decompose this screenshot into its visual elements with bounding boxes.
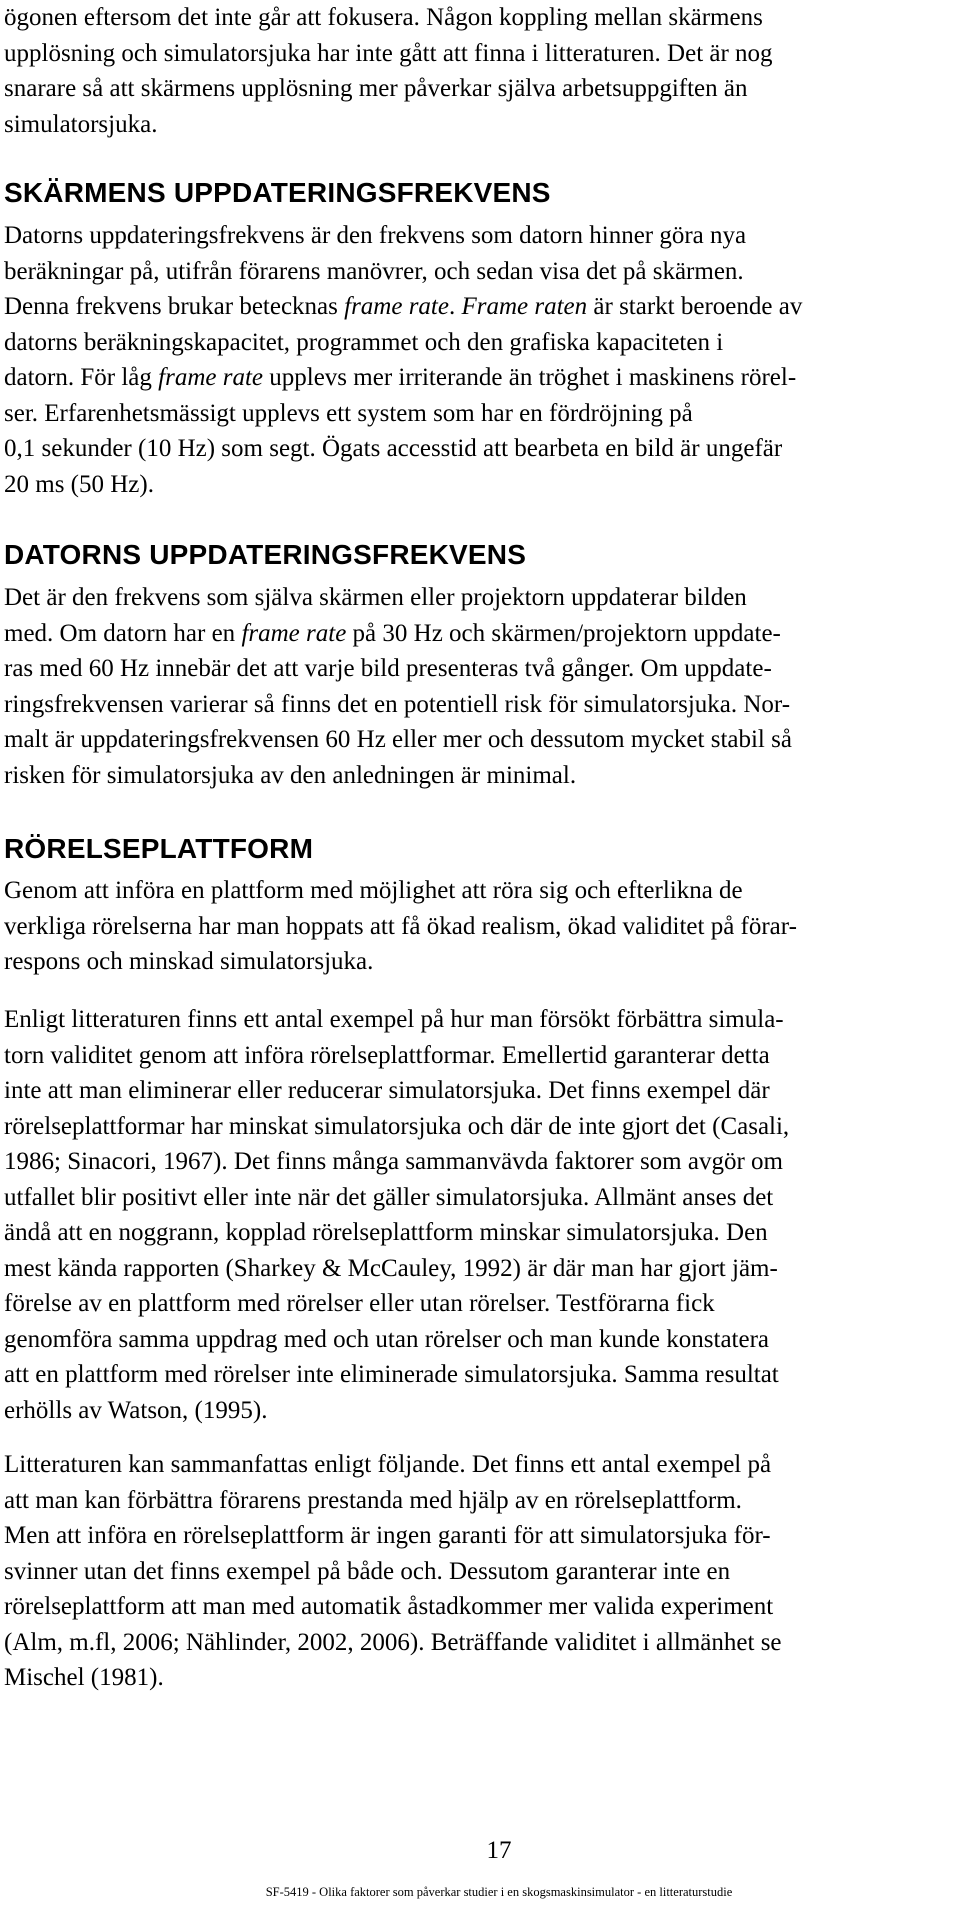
text-line: 0,1 sekunder (10 Hz) som segt. Ögats accesstid att bearbeta en bild är ungefär xyxy=(4,435,783,462)
text-line: utfallet blir positivt eller inte när det gäller simulatorsjuka. Allmänt anses det xyxy=(4,1183,774,1211)
text-line: respons och minskad simulatorsjuka. xyxy=(4,948,374,975)
text-line: Denna frekvens brukar betecknas frame rate. Frame raten är starkt beroende av xyxy=(4,293,803,320)
page-number: 17 xyxy=(486,1837,512,1864)
section2-paragraph xyxy=(4,580,792,793)
text-line: beräkningar på, utifrån förarens manövrer, och sedan visa det på skärmen. xyxy=(4,257,744,285)
document-page xyxy=(4,0,956,1909)
section3-paragraph-3 xyxy=(4,1447,782,1696)
emphasis-frame-rate: frame rate xyxy=(241,619,347,647)
intro-paragraph xyxy=(4,0,773,142)
text-line: ser. Erfarenhetsmässigt upplevs ett system som har en fördröjning på xyxy=(4,399,693,427)
text-line: (Alm, m.fl, 2006; Nählinder, 2002, 2006). Beträffande validitet i allmänhet se xyxy=(4,1628,782,1656)
text-line: risken för simulatorsjuka av den anledningen är minimal. xyxy=(4,761,577,789)
text-line: ändå att en noggrann, kopplad rörelseplattform minskar simulatorsjuka. Den xyxy=(4,1219,768,1246)
section-heading-datorns-uppdateringsfrekvens: DATORNS UPPDATERINGSFREKVENS xyxy=(4,539,527,570)
text-line: erhölls av Watson, (1995). xyxy=(4,1396,268,1424)
text-line: ras med 60 Hz innebär det att varje bild presenteras två gånger. Om uppdate- xyxy=(4,655,772,682)
text-line: genomföra samma uppdrag med och utan rörelser och man kunde konstatera xyxy=(4,1325,770,1353)
section-heading-rorelseplattform: RÖRELSEPLATTFORM xyxy=(4,833,314,864)
text-line: rörelseplattform att man med automatik åstadkommer mer valida experiment xyxy=(4,1593,774,1620)
section-heading-skarmens-uppdateringsfrekvens: SKÄRMENS UPPDATERINGSFREKVENS xyxy=(4,177,551,208)
section3-paragraph-2 xyxy=(4,1002,789,1428)
text-line: simulatorsjuka. xyxy=(4,110,158,138)
text-line: snarare så att skärmens upplösning mer påverkar själva arbetsuppgiften än xyxy=(4,75,748,102)
text-line: att en plattform med rörelser inte eliminerade simulatorsjuka. Samma resultat xyxy=(4,1361,779,1388)
text-line: malt är uppdateringsfrekvensen 60 Hz eller mer och dessutom mycket stabil så xyxy=(4,726,792,753)
text-line: upplösning och simulatorsjuka har inte gått att finna i litteraturen. Det är nog xyxy=(4,39,773,67)
text-line: Enligt litteraturen finns ett antal exempel på hur man försökt förbättra simula- xyxy=(4,1006,784,1033)
text-line: 1986; Sinacori, 1967). Det finns många sammanvävda faktorer som avgör om xyxy=(4,1148,783,1175)
text-line: torn validitet genom att införa rörelseplattformar. Emellertid garanterar detta xyxy=(4,1041,770,1069)
page-footer: SF-5419 - Olika faktorer som påverkar studier i en skogsmaskinsimulator - en litteraturstudie xyxy=(265,1885,733,1899)
text-line: 20 ms (50 Hz). xyxy=(4,470,154,498)
section1-paragraph xyxy=(4,218,802,502)
text-line: Mischel (1981). xyxy=(4,1664,164,1691)
text-line: förelse av en plattform med rörelser eller utan rörelser. Testförarna fick xyxy=(4,1290,715,1317)
text-line: ringsfrekvensen varierar så finns det en potentiell risk för simulatorsjuka. Nor- xyxy=(4,690,791,718)
emphasis-frame-rate: frame rate xyxy=(344,293,449,320)
text-line: Det är den frekvens som själva skärmen eller projektorn uppdaterar bilden xyxy=(4,584,747,611)
text-line: Men att införa en rörelseplattform är ingen garanti för att simulatorsjuka för- xyxy=(4,1522,771,1549)
text-line: svinner utan det finns exempel på både och. Dessutom garanterar inte en xyxy=(4,1557,731,1585)
text-line: verkliga rörelserna har man hoppats att få ökad realism, ökad validitet på förar- xyxy=(4,912,797,940)
text-line: Litteraturen kan sammanfattas enligt följande. Det finns ett antal exempel på xyxy=(4,1451,772,1478)
text-line: ögonen eftersom det inte går att fokusera. Någon koppling mellan skärmens xyxy=(4,4,763,31)
section3-paragraph-1 xyxy=(4,873,797,980)
text-line: inte att man eliminerar eller reducerar simulatorsjuka. Det finns exempel där xyxy=(4,1077,770,1104)
text-line: att man kan förbättra förarens prestanda med hjälp av en rörelseplattform. xyxy=(4,1486,742,1514)
emphasis-frame-raten: Frame raten xyxy=(461,293,588,320)
text-line: datorns beräkningskapacitet, programmet och den grafiska kapaciteten i xyxy=(4,328,724,356)
text-line: Datorns uppdateringsfrekvens är den frekvens som datorn hinner göra nya xyxy=(4,222,747,249)
text-line: Genom att införa en plattform med möjlighet att röra sig och efterlikna de xyxy=(4,877,743,904)
text-line: mest kända rapporten (Sharkey & McCauley, 1992) är där man har gjort jäm- xyxy=(4,1254,778,1282)
text-line: datorn. För låg frame rate upplevs mer irriterande än tröghet i maskinens rörel- xyxy=(4,364,797,391)
text-line: med. Om datorn har en frame rate på 30 Hz och skärmen/projektorn uppdate- xyxy=(4,619,781,647)
text-line: rörelseplattformar har minskat simulatorsjuka och där de inte gjort det (Casali, xyxy=(4,1112,790,1140)
emphasis-frame-rate: frame rate xyxy=(158,364,263,391)
